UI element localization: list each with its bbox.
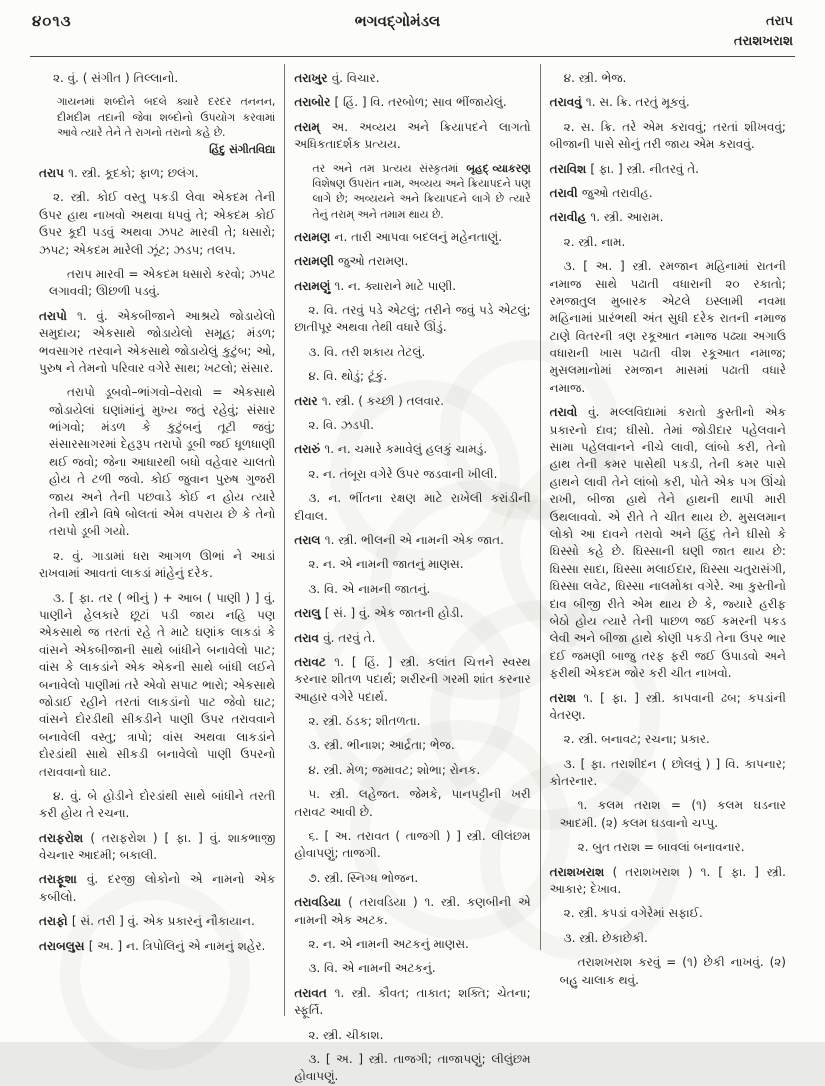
- sense-text: ૩. વિ. એ નામની અટકનું.: [308, 961, 436, 976]
- sense-text: ૨. સ્ત્રી. નામ.: [563, 234, 626, 249]
- dictionary-entry: તરાર ૧. સ્ત્રી. ( કચ્છી ) તલવાર.: [294, 393, 445, 408]
- sense-text: ૨. સ્ત્રી. કપડાં વગેરેમાં સફાઈ.: [563, 906, 703, 921]
- headword: તરાવ: [294, 630, 324, 645]
- dictionary-entry: તરાપો ૧. વું. એકબીજાને આશ્રયે જોડાયેલો સમુદાય; એકસાથે જોડાયેલો સમૂહ; મંડળ; ભવસાગર તરવાને એકસાથે જોડાયેલું કુટુંબ; ઓ, પુરુષ ને તેમનો પરિવાર વગેરે સાથ; ખટલો; સંસાર.: [39, 308, 276, 375]
- dictionary-column: [541, 64, 795, 1036]
- headword: તરાલુ: [294, 606, 325, 621]
- idiom-text: તરાશખરાશ કરવું = (૧) છેકી નાખવું. (૨) બહુ ચાલાક થવું.: [559, 955, 786, 987]
- headword: તરાલ: [294, 532, 325, 547]
- sense-text: ૩. [ ફા. તર ( ભીનું ) + આબ ( પાણી ) ] વું. પાણીને હેલકારે છૂટાં પડી જાય નહિ પણ એકસાથે જ તરતાં રહે તે માટે ઘણાંક લાકડાં કે વાંસને એકબીજાની સાથે બાંધીને બનાવેલો પાટ; વાંસ કે લાકડાંને એક એકની સાથે બાંધી લઈને બનાવેલો પાણીમાં તરે એવો સપાટ ભારો; એકસાથે જોડાઈ રહીને તરતાં લાકડાંનો પાટ જેવો ઘાટ; વાંસને દોરડીથી સીકડીને પાણી ઉપર તરાવવાને બનાવેલી વસ્તુ; ત્રાપો; વાંસ અથવા લાકડાંને દોરડાંથી સાથે સીકડી બનાવેલો પાણી ઉપરનો તરાવવાનો ઘાટ.: [39, 590, 276, 779]
- sense-text: ૩. [ અ. ] સ્ત્રી. તાજગી; તાજાપણું; લીલુંછમ હોવાપણું.: [294, 1051, 531, 1084]
- page-number: ૪૦૧૩: [32, 12, 72, 30]
- sense-text: ૩. સ્ત્રી. ભીનાશ; આર્દ્રતા; ભેજ.: [308, 738, 455, 753]
- sense-text: ૩. ન. ભીંતના રક્ષણ માટે રાખેલી કરાંડીની દીવાલ.: [294, 491, 531, 523]
- headword: તરાવત: [294, 985, 335, 1000]
- headword: તરાફરોશ: [39, 830, 91, 845]
- sense-text: ૩. વિ. એ નામની જાતનું.: [308, 581, 431, 596]
- headword: તરામણું: [294, 278, 335, 293]
- sense-text: ૫. સ્ત્રી. લહેજત. જેમકે, પાનપટ્ટીની ખરી તરાવટ આવી છે.: [294, 787, 531, 819]
- headword: તરાવવું: [549, 95, 586, 110]
- headword: તરારું: [294, 442, 325, 457]
- headword: તરાશખરાશ: [549, 864, 613, 879]
- dictionary-entry: તરાબોર [ હિં. ] વિ. તરબોળ; સાવ ભીંજાયેલું.: [294, 95, 507, 110]
- book-title: ભગવદ્ગોમંડલ: [354, 12, 441, 30]
- dictionary-entry: તરાવિશ [ ફા. ] સ્ત્રી. નીતરવું તે.: [549, 161, 699, 176]
- sense-text: ૭. સ્ત્રી. સ્નિગ્ધ ભોજન.: [308, 870, 419, 885]
- source-citation: બૃહદ્ વ્યાકરણ: [466, 161, 531, 175]
- dictionary-entry: તરામ્ અ. અવ્યય અને ક્રિયાપદને લાગતો અધિકતાદર્શક પ્રત્યય.: [294, 119, 531, 152]
- sense-text: ૨. ન. એ નામની જાતનું માણસ.: [308, 557, 464, 572]
- dictionary-entry: તરાપ ૧. સ્ત્રી. કૂદકો; ફાળ; છલંગ.: [39, 166, 199, 181]
- dictionary-column: [30, 64, 284, 1036]
- headword: તરાફૂશા: [39, 872, 87, 887]
- sense-text: ૨. વિ. તરવું પડે એટલું; તરીને જવું પડે એટલું; છાતીપૂર અથવા તેથી વધારે ઊંડું.: [294, 303, 531, 335]
- headword: તરાવડિયા: [294, 895, 349, 910]
- dictionary-entry: તરારું ૧. ન. ચમારે કમાવેલું હલકું ચામડું.: [294, 442, 488, 457]
- dictionary-entry: તરાવ વું. તરવું તે.: [294, 630, 376, 645]
- dictionary-entry: તરાવત ૧. સ્ત્રી. કૌવત; તાકાત; શક્તિ; ચેતના; સ્ફૂર્તિ.: [294, 985, 531, 1018]
- sense-text: ૨. વિ. ઝડપી.: [308, 418, 374, 432]
- headword: તરાર: [294, 393, 322, 408]
- dictionary-entry: તરાશ ૧. [ ફા. ] સ્ત્રી. કાપવાની ઢબ; કપડાંની વેતરણ.: [549, 690, 786, 722]
- headword: તરાપો: [39, 308, 77, 323]
- header-rule: [30, 56, 795, 57]
- dictionary-entry: તરામણી જુઓ તરામણ.: [294, 254, 409, 269]
- headword: તરાવો: [549, 405, 589, 420]
- dictionary-entry: તરામણું ૧. ન. ક્યારાને માટે પાણી.: [294, 278, 457, 293]
- dictionary-entry: તરાફૂશા વું. દરજી લોકોનો એ નામનો એક કબીલો.: [39, 872, 276, 904]
- sense-text: ૨. ન. તંબૂરા વગેરે ઉપર જડવાની ખીલી.: [308, 466, 498, 481]
- headword: તરામણ: [294, 229, 335, 244]
- idiom-text: ૨. બુત તરાશ = બાવલાં બનાવનાર.: [577, 840, 745, 855]
- sense-text: ૨. ન. એ નામની અટકનું માણસ.: [308, 936, 469, 951]
- dictionary-entry: તરાખુર વું. વિચાર.: [294, 71, 380, 85]
- dictionary-entry: તરાલુ [ સં. ] વું. એક જાતની હોડી.: [294, 606, 464, 621]
- sense-text: ૩. [ ફા. તરાશીદન ( છોલવું ) ] વિ. કાપનાર; કોતરનાર.: [549, 756, 786, 789]
- page-header: [0, 0, 825, 52]
- content-columns: [30, 64, 795, 1084]
- guide-words: [623, 12, 793, 52]
- sense-text: ૪. સ્ત્રી. ભેજ.: [563, 71, 627, 85]
- sense-text: ૨. સ્ત્રી. ચીકાશ.: [308, 1027, 384, 1042]
- dictionary-entry: તરાફરોશ ( તરાફરોશ ) [ ફા. ] વું. શાકભાજી વેચનાર આદમી; બકાલી.: [39, 830, 276, 863]
- dictionary-entry: તરાવીહ ૧. સ્ત્રી. આરામ.: [549, 210, 664, 225]
- sense-text: ૨. સ્ત્રી. ઠંડક; શીતળતા.: [308, 714, 421, 729]
- headword: તરાખુર: [294, 71, 332, 85]
- headword: તરાબોર: [294, 95, 335, 110]
- dictionary-entry: તરાવી જુઓ તરાવીહ.: [549, 185, 653, 200]
- sense-text: ૨. વું. ગાડામાં ધરા આગળ ઊભાં ને આડાં રાખવામાં આવતાં લાકડાં માંહેનું દરેક.: [39, 548, 276, 581]
- dictionary-entry: તરાશખરાશ ( તરાશખરાશ ) ૧. [ ફા. ] સ્ત્રી. આકાર; દેખાવ.: [549, 864, 786, 897]
- idiom-text: તરાપ મારવી = એકદમ ધસારો કરવો; ઝપટ લગાવવી; ઊછળી પડવું.: [49, 266, 276, 299]
- note-text: ગાયનમાં શબ્દોને બદલે ક્યારે દરદર તનનન, દીમદીમ તદાની જેવા શબ્દોનો ઉપયોગ કરવામાં આવે ત્યારે તેને તે રાગનો તરાનો કહે છે.: [57, 95, 276, 140]
- idiom-text: તરાપો ડૂબવો–ભાંગવો–વેરાવો = એકસાથે જોડાયેલાં ઘણાંમાંનું મુખ્ય જતું રહેવું; સંસાર ભાંગવો; મંડળ કે કુટુંબનું તૂટી જવું; સંસારસાગરમાં દેહરૂપ તરાપો ડૂબી જઈ ધૂળધાણી થઈ જવો; જેના આધારથી બધો વહેવાર ચાલતો હોય તે ટળી જવો. કોઈ જુવાન પુરુષ ગુજરી જાય અને તેની પછવાડે કોઈ ન હોય ત્યારે તેની સ્ત્રીને વિષે બોલતાં એમ વપરાય છે કે તેનો તરાપો ડૂબી ગયો.: [49, 385, 276, 539]
- sense-text: ૨. સ. ક્રિ. તરે એમ કરાવવું; તરતાં શીખવવું; બીજાની પાસે સોનું તરી જાય એમ કરાવવું.: [549, 119, 786, 152]
- dictionary-column: [285, 64, 539, 1084]
- dictionary-entry: તરાવો વું. મલ્લવિદ્યામાં કરાતો કુસ્તીનો એક પ્રકારનો દાવ; ઘીસો. તેમાં જોડીદાર પહેલવાને સામા પહેલવાનને નીચે લાવી, લાંબો કરી, તેનો હાથ તેની કમર પાસેથી પકડી, તેની કમર પાસે હાથને લાવી તેને લાંબો કરી, પોતે એક પગ ઊંચો રાખી, બીજા હાથે તેને હાથની થાપી મારી ઉથલાવવો. એ રીતે તે ચીત થાય છે. મુસલમાન લોકો આ દાવને તરાવો અને હિંદુ તેને ઘીસો કે ઘિસ્સો કહે છે. ઘિસ્સાની ઘણી જાત થાય છે: ઘિસ્સા સાદા, ઘિસ્સા મલાઈદાર, ઘિસ્સા ચતુરાસંગી, ઘિસ્સા લવેટ, ઘિસ્સા નાલમોકા વગેરે. આ કુસ્તીનો દાવ બીજી રીતે એમ થાય છે કે, જ્યારે હરીફ બેઠો હોય ત્યારે તેની પાછળ જઈ કમરની પકડ લેવી અને બીજા હાથે કોણી પકડી તેના ઉપર ભાર દઈ જમણી બાજુ તરફ ફરી જઈ ઉપાડવો અને ફરીથી એકદમ જોર કરી ચીત નાખવો.: [549, 405, 786, 681]
- sense-text: ૪. સ્ત્રી. મેળ; જમાવટ; શોભા; રોનક.: [308, 762, 481, 777]
- dictionary-entry: તરામણ ન. તારી આપવા બદલનું મહેનતાણું.: [294, 229, 503, 244]
- sense-text: ૩. સ્ત્રી. છેકાછેકી.: [563, 930, 648, 945]
- guide-word-top: તરાપ: [766, 14, 793, 29]
- sense-text: ૬. [ અ. તરાવત ( તાજગી ) ] સ્ત્રી. લીલંછમ હોવાપણું; તાજગી.: [294, 829, 531, 861]
- headword: તરાવીહ: [549, 210, 591, 225]
- guide-word-bottom: તરાશખરાશ: [733, 34, 793, 50]
- headword: તરાવટ: [294, 654, 335, 669]
- idiom-text: ૧. કલમ તરાશ = (૧) કલમ ઘડનાર આદમી. (૨) કલમ ઘડવાનો ચપ્પુ.: [559, 798, 786, 830]
- headword: તરાબલુસ: [39, 938, 89, 953]
- dictionary-entry: તરાલ ૧. સ્ત્રી. ભીલની એ નામની એક જાત.: [294, 532, 504, 547]
- dictionary-entry: તરાવવું ૧. સ. ક્રિ. તરતું મૂકવું.: [549, 95, 690, 110]
- headword: તરાફો: [39, 914, 72, 929]
- dictionary-entry: તરાફો [ સં. તરી ] વું. એક પ્રકારનું નૌકાયાન.: [39, 914, 255, 929]
- headword: તરાવી: [549, 185, 582, 200]
- headword: તરામ્: [294, 119, 332, 134]
- headword: તરામણી: [294, 254, 338, 269]
- dictionary-entry: તરાવડિયા ( તરાવડિયા ) ૧. સ્ત્રી. કણબીની એ નામની એક અટક.: [294, 895, 531, 927]
- sense-text: ૩. વિ. તરી શકાય તેટલું.: [308, 344, 426, 359]
- source-block-text: હિંદુ સંગીતવિદ્યા: [209, 143, 276, 157]
- sense-text: ૨. વું. ( સંગીત ) તિલ્લાનો.: [53, 71, 179, 85]
- dictionary-entry: તરાબલુસ [ અ. ] ન. ત્રિપોલિનું એ નામનું શહેર.: [39, 938, 266, 953]
- sense-text: ૨. સ્ત્રી. કોઈ વસ્તુ પકડી લેવા એકદમ તેની ઉપર હાથ નાખવો અથવા ધપવું તે; એકદમ કોઈ ઉપર કૂદી પડવું અથવા ઝપટ મારવી તે; ધસારો; ઝપટ; એકદમ મારેલી ઝૂંટ; ઝડપ; તલપ.: [39, 190, 276, 257]
- headword: તરાવિશ: [549, 161, 591, 176]
- headword: તરાપ: [39, 166, 69, 181]
- sense-text: ૪. વું. બે હોડીને દોરડાંથી સાથે બાંધીને તરતી કરી હોય તે રચના.: [39, 788, 276, 821]
- sense-text: ૩. [ અ. ] સ્ત્રી. રમજાન મહિનામાં રાતની નમાજ સાથે પઢાતી વધારાની ૨૦ રકાતો; રમજાતુલ મુબારક એટલે ઇસ્લામી નવમા મહિનામાં પ્રારંભથી અંત સુધી દરેક રાતની નમાજ ટાણે વિતરની ત્રણ રકૂઆત નમાજ પઢ્યા અગાઉ વધારાની ખાસ પઢાતી વીશ રકૂઆત નમાજ; મુસલમાનોમાં રમજાન માસમાં પઢાતી વધારે નમાજ.: [549, 259, 786, 395]
- dictionary-entry: તરાવટ ૧. [ હિં. ] સ્ત્રી. કલાંત ચિત્તને સ્વસ્થ કરનાર શીતળ પદાર્થ; શરીરની ગરમી શાંત કરનાર આહાર વગેરે પદાર્થ.: [294, 654, 531, 704]
- sense-text: ૪. વિ. થોડું; ટૂંકું.: [308, 369, 388, 384]
- headword: તરાશ: [549, 690, 584, 705]
- note-text: બૃહદ્ વ્યાકરણ તર અને તમ પ્રત્યય સંસ્કૃતમાં વિશેષણ ઉપરાંત નામ, અવ્યય અને ક્રિયાપદને પણ લાગે છે; અવ્યયને અને ક્રિયાપદને લાગે છે ત્યારે તેનું તરામ્ અને તમામ થાય છે.: [312, 161, 531, 221]
- sense-text: ૨. સ્ત્રી. બનાવટ; રચના; પ્રકાર.: [563, 732, 710, 747]
